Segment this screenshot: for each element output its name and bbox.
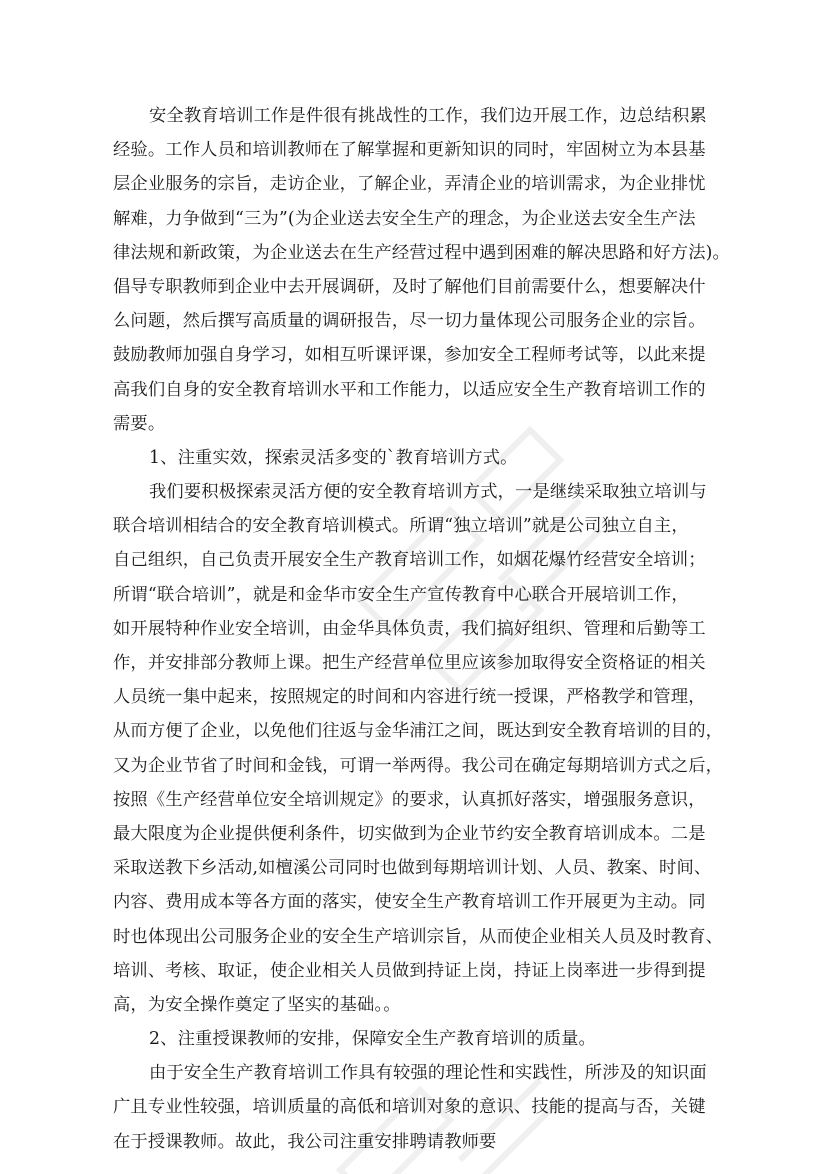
text-line: 从而方便了企业，以免他们往返与金华浦江之间，既达到安全教育培训的目的， [113,721,724,742]
text-line: 所谓“联合培训”，就是和金华市安全生产宣传教育中心联合开展培训工作， [113,584,689,605]
text-line: 高，为安全操作奠定了坚实的基础。。 [113,994,401,1015]
document-body [113,99,730,1159]
text-line: 安全教育培训工作是件很有挑战性的工作，我们边开展工作，边总结积累 [149,106,707,126]
text-line: 培训、考核、取证，使企业相关人员做到持证上岗，持证上岗率进一步得到提 [113,960,706,981]
text-line: 层企业服务的宗旨，走访企业，了解企业，弄清企业的培训需求，为企业排忧 [113,174,706,195]
text-line: 如开展特种作业安全培训，由金华具体负责，我们搞好组织、管理和后勤等工 [113,618,706,639]
text-line: 时也体现出公司服务企业的安全生产培训宗旨，从而使企业相关人员及时教育、 [113,926,724,947]
text-line: 经验。工作人员和培训教师在了解掌握和更新知识的同时，牢固树立为本县基 [113,140,706,161]
text-line: 鼓励教师加强自身学习，如相互听课评课，参加安全工程师考试等，以此来提 [113,345,706,366]
text-line: 按照《生产经营单位安全培训规定》的要求，认真抓好落实，增强服务意识， [113,789,706,810]
text-line: 自己组织，自己负责开展安全生产教育培训工作，如烟花爆竹经营安全培训； [113,550,706,571]
text-line: 律法规和新政策，为企业送去在生产经营过程中遇到困难的解决思路和好方法)。 [113,242,730,263]
text-line: 由于安全生产教育培训工作具有较强的理论性和实践性，所涉及的知识面 [149,1063,707,1084]
text-line: 高我们自身的安全教育培训水平和工作能力，以适应安全生产教育培训工作的 [113,379,706,400]
text-line: 作，并安排部分教师上课。把生产经营单位里应该参加取得安全资格证的相关 [113,653,706,673]
text-line: 倡导专职教师到企业中去开展调研，及时了解他们目前需要什么，想要解决什 [113,276,706,297]
text-line: 采取送教下乡活动,如檀溪公司同时也做到每期培训计划、人员、教案、时间、 [113,858,712,879]
text-line: 人员统一集中起来，按照规定的时间和内容进行统一授课，严格教学和管理， [113,687,706,708]
text-line: 解难，力争做到“三为”(为企业送去安全生产的理念，为企业送去安全生产法 [113,208,696,229]
text-line: 我们要积极探索灵活方便的安全教育培训方式，一是继续采取独立培训与 [149,482,707,503]
text-line: 么问题，然后撰写高质量的调研报告，尽一切力量体现公司服务企业的宗旨。 [113,311,706,332]
text-line: 在于授课教师。故此，我公司注重安排聘请教师要 [113,1131,497,1152]
text-line: 1、注重实效，探索灵活多变的`教育培训方式。 [149,447,518,468]
text-line: 内容、费用成本等各方面的落实，使安全生产教育培训工作开展更为主动。同 [113,892,706,913]
text-line: 需要。 [113,413,166,434]
text-line: 又为企业节省了时间和金钱，可谓一举两得。我公司在确定每期培训方式之后， [113,755,724,776]
text-line: 2、注重授课教师的安排，保障安全生产教育培训的质量。 [149,1029,596,1050]
text-line: 联合培训相结合的安全教育培训模式。所谓“独立培训”就是公司独立自主， [113,516,689,537]
text-line: 广且专业性较强，培训质量的高低和培训对象的意识、技能的提高与否，关键 [113,1097,706,1118]
text-line: 最大限度为企业提供便利条件，切实做到为企业节约安全教育培训成本。二是 [113,823,706,844]
